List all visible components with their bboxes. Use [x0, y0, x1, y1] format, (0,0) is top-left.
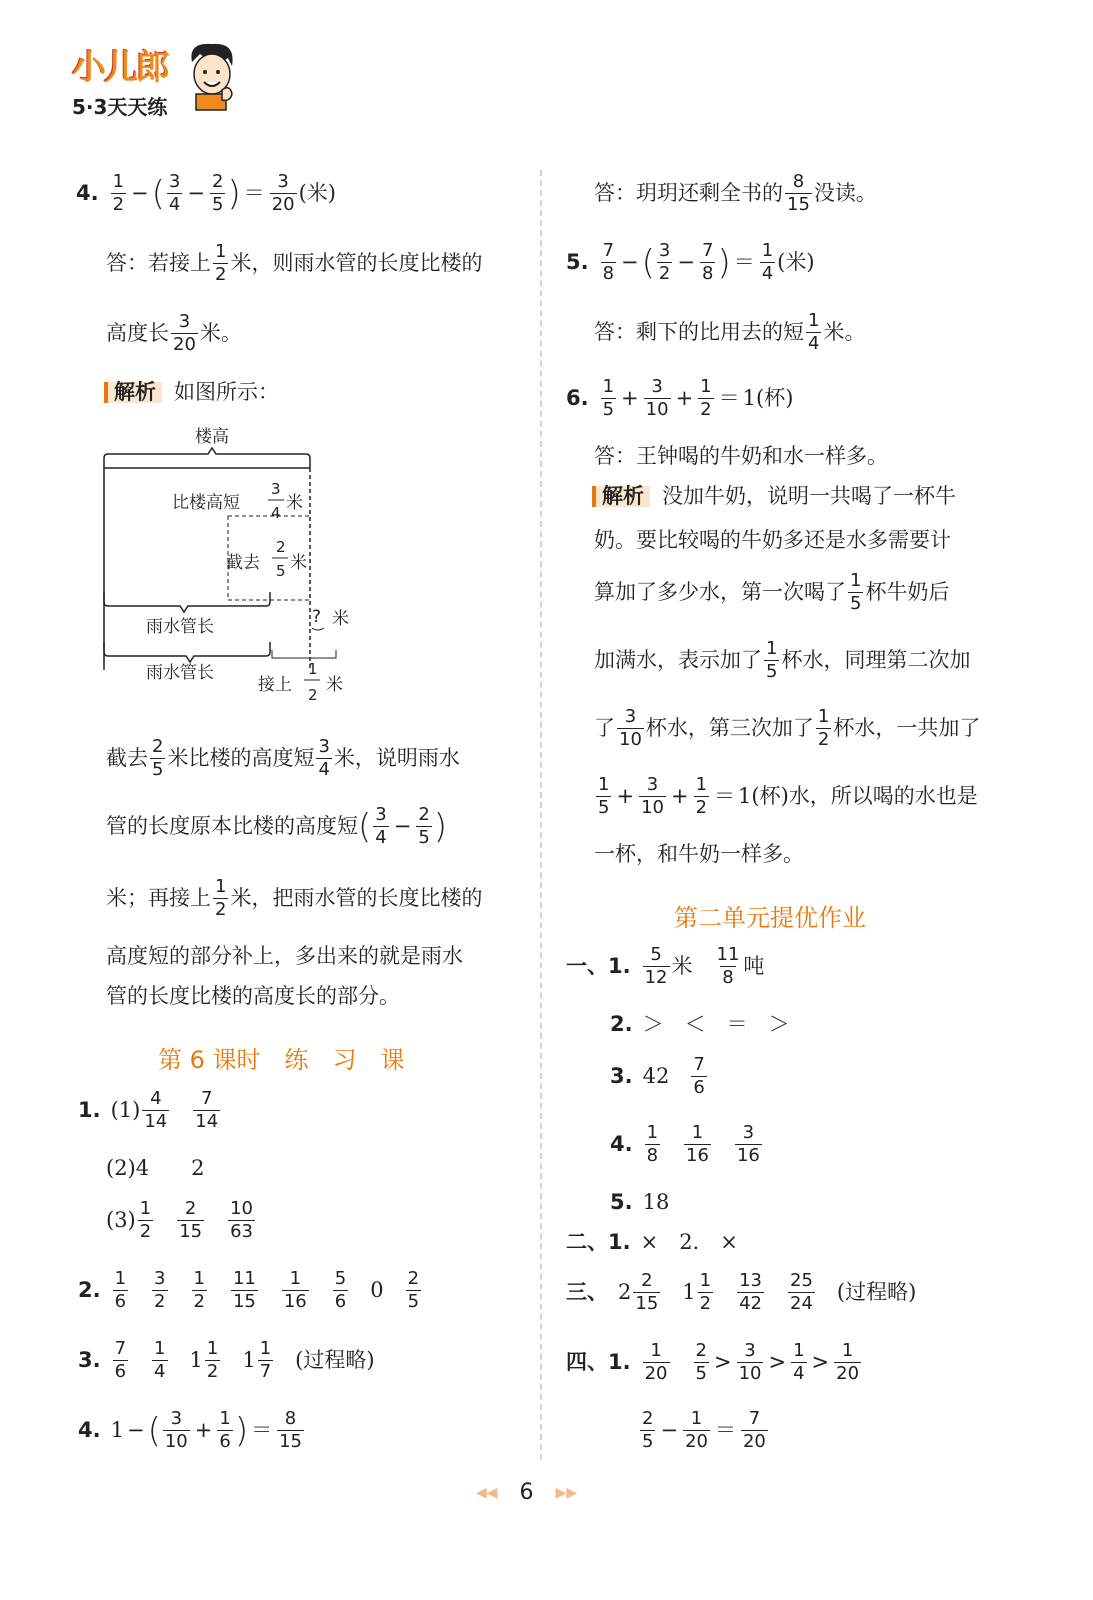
right-one-4: 4. $\frac{1}{8}$ $\frac{1}{16}$ $\frac{3}{16}$: [610, 1122, 760, 1166]
page-footer: [476, 1480, 577, 1505]
right-one-5: 5. 18: [610, 1190, 670, 1214]
diagram-label-top: 楼高: [195, 427, 229, 447]
left-analysis-1: 解析 如图所示：: [104, 382, 279, 403]
section-title-lesson6: 第 6 课时 练 习 课: [158, 1046, 405, 1074]
prev-page-icon: ◀◀: [476, 1484, 498, 1501]
right-one-3: 3. 42 $\frac{7}{6}$: [610, 1054, 705, 1098]
right-two: 二、1. × 2. ×: [566, 1230, 738, 1254]
svg-text:米: 米: [326, 675, 343, 695]
diagram-label-pipe1: 雨水管长: [146, 617, 214, 637]
right-four-1: 四、1. $\frac{1}{20}$ $\frac{2}{5}$ > $\frac{3}{10}$ > $\frac{1}{4}$ > $\frac{1}{20}$: [566, 1340, 860, 1384]
svg-text:1: 1: [308, 660, 318, 678]
left-s4: 4. 1 − ( $\frac{3}{10}$ + $\frac{1}{6}$ ) ＝ $\frac{8}{15}$: [78, 1408, 302, 1452]
svg-text:米: 米: [286, 493, 303, 513]
right-q6-equation: 6. $\frac{1}{5}$ + $\frac{3}{10}$ + $\frac{1}{2}$ ＝ 1 (杯): [566, 376, 794, 420]
left-q4-answer-2: 高度长 $\frac{3}{20}$ 米。: [106, 311, 242, 355]
mascot-icon: [182, 40, 240, 112]
svg-text:?: ?: [312, 607, 322, 627]
diagram-label-add: 接上: [258, 675, 292, 695]
left-para-4: 高度短的部分补上，多出来的就是雨水: [106, 944, 463, 968]
left-s2: 2. $\frac{1}{6}$ $\frac{3}{2}$ $\frac{1}{2}$ $\frac{11}{15}$ $\frac{1}{16}$ $\frac{5}{6}$ 0 $\frac{2}{5}$: [78, 1268, 420, 1312]
left-s3: 3. $\frac{7}{6}$ $\frac{1}{4}$ 1 $\frac{1}{2}$ 1 $\frac{1}{7}$ (过程略): [78, 1338, 375, 1382]
section-title-unit2: 第二单元提优作业: [674, 904, 866, 932]
right-four-2: $\frac{2}{5}$ − $\frac{1}{20}$ ＝ $\frac{7}{20}$: [642, 1408, 766, 1452]
right-analysis-6: $\frac{1}{5}$ + $\frac{3}{10}$ + $\frac{1}{2}$ ＝ 1 (杯)水，所以喝的水也是: [598, 774, 978, 818]
left-q4-equation: 4. $\frac{1}{2}$ − ( $\frac{3}{4}$ − $\frac{2}{5}$ ) ＝ $\frac{3}{20}$ (米): [76, 171, 336, 215]
brand-series: 5·3天天练: [72, 95, 168, 119]
left-para-2: 管的长度原本比楼的高度短 ( $\frac{3}{4}$ − $\frac{2}{5}$ ): [106, 804, 448, 848]
right-analysis-5: 了 $\frac{3}{10}$ 杯水，第三次加了 $\frac{1}{2}$ 杯水，一共加了: [594, 706, 981, 750]
right-analysis-4: 加满水，表示加了 $\frac{1}{5}$ 杯水，同理第二次加: [594, 638, 971, 682]
left-q4-answer: 答：若接上 $\frac{1}{2}$ 米，则雨水管的长度比楼的: [106, 241, 483, 285]
page-number: 6: [519, 1480, 534, 1505]
svg-text:米: 米: [332, 609, 349, 629]
svg-text:3: 3: [271, 480, 281, 498]
right-analysis-3: 算加了多少水，第一次喝了 $\frac{1}{5}$ 杯牛奶后: [594, 570, 950, 614]
right-one-1: 一、1. $\frac{5}{12}$ 米 $\frac{11}{8}$ 吨: [566, 944, 765, 988]
next-page-icon: ▶▶: [555, 1484, 578, 1501]
brand-name: 小儿郎: [72, 48, 168, 88]
right-analysis-2: 奶。要比较喝的牛奶多还是水多需要计: [594, 528, 951, 552]
right-q6-answer: 答：王钟喝的牛奶和水一样多。: [594, 444, 888, 468]
right-answer-top: 答：玥玥还剩全书的 $\frac{8}{15}$ 没读。: [594, 171, 877, 215]
diagram-label-pipe2: 雨水管长: [146, 663, 214, 683]
right-q5-answer: 答：剩下的比用去的短 $\frac{1}{4}$ 米。: [594, 310, 866, 354]
left-s1-row3: (3) $\frac{1}{2}$ $\frac{2}{15}$ $\frac{10}{63}$: [106, 1198, 254, 1242]
analysis-tag: 解析: [592, 486, 650, 507]
diagram-label-shorter: 比楼高短: [172, 493, 240, 513]
left-s1-row2: (2)4 2: [106, 1156, 205, 1180]
analysis-tag: 解析: [104, 382, 162, 403]
right-analysis-7: 一杯，和牛奶一样多。: [594, 842, 804, 866]
svg-text:5: 5: [276, 562, 286, 580]
svg-text:2: 2: [276, 538, 286, 556]
svg-text:米: 米: [290, 553, 307, 573]
svg-text:4: 4: [271, 504, 281, 522]
column-divider: [540, 170, 542, 1460]
svg-text:2: 2: [308, 686, 318, 704]
diagram-label-cut: 截去: [226, 553, 260, 573]
left-para-1: 截去 $\frac{2}{5}$ 米比楼的高度短 $\frac{3}{4}$ 米，说明雨水: [106, 736, 460, 780]
right-one-2: 2. ＞ ＜ ＝ ＞: [610, 1012, 790, 1036]
left-para-5: 管的长度比楼的高度长的部分。: [106, 984, 400, 1008]
right-analysis-1: 解析 没加牛奶，说明一共喝了一杯牛: [592, 486, 956, 507]
right-q5-equation: 5. $\frac{7}{8}$ − ( $\frac{3}{2}$ − $\frac{7}{8}$ ) ＝ $\frac{1}{4}$ (米): [566, 240, 815, 284]
left-s1-row1: 1. (1) $\frac{4}{14}$ $\frac{7}{14}$: [78, 1088, 219, 1132]
brand-logo: [72, 40, 168, 120]
height-diagram: [100, 420, 360, 720]
left-para-3: 米；再接上 $\frac{1}{2}$ 米，把雨水管的长度比楼的: [106, 876, 483, 920]
right-three: 三、 2 $\frac{2}{15}$ 1 $\frac{1}{2}$ $\frac{13}{42}$ $\frac{25}{24}$ (过程略): [566, 1270, 917, 1314]
